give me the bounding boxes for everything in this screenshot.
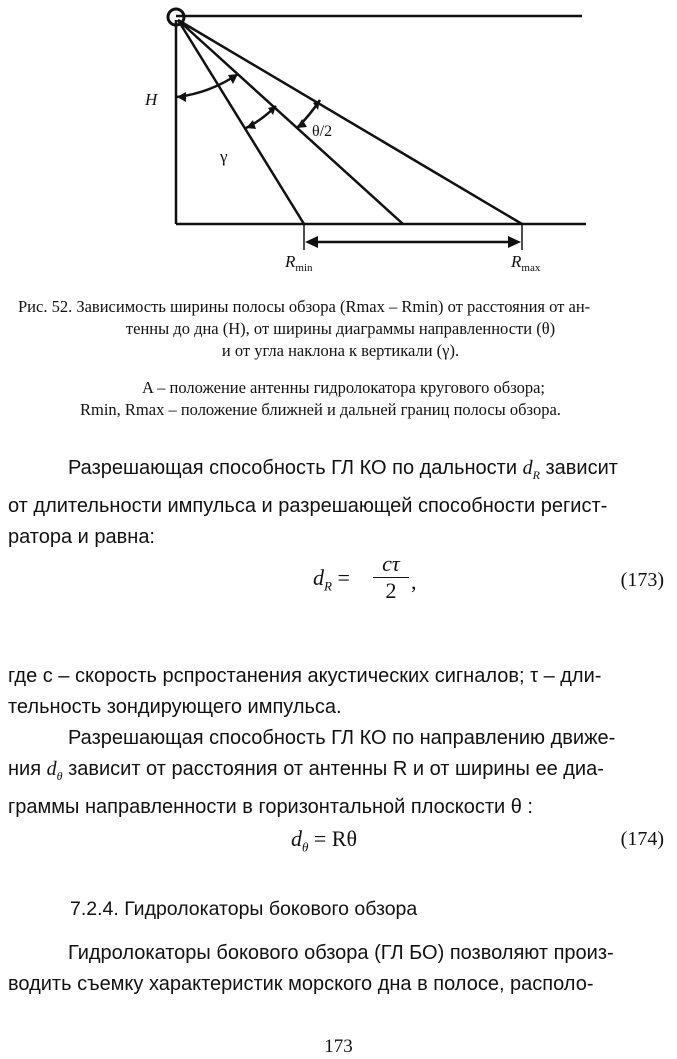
label-rmin: $R_{min}$	[285, 252, 313, 274]
p1-line-3: ратора и равна:	[8, 526, 155, 548]
theta-arrow-1a	[246, 120, 256, 129]
p2-line-3: Разрешающая способность ГЛ КО по направлению движе-	[68, 727, 616, 749]
p2-line-5: граммы направленности в горизонтальной плоскости θ :	[8, 796, 533, 818]
label-gamma: γ	[220, 147, 228, 166]
formula-173-fraction: cτ 2	[373, 551, 409, 604]
formula-174	[8, 816, 668, 866]
figure-caption	[18, 296, 663, 362]
formula-173	[8, 551, 668, 605]
p2-line-2: тельность зондирующего импульса.	[8, 696, 342, 718]
caption-line-3: и от угла наклона к вертикали (γ).	[221, 341, 460, 360]
ray-center	[178, 20, 403, 224]
page-number: 173	[324, 1036, 353, 1057]
formula-173-lhs: $d_R$ =	[313, 565, 350, 594]
label-h: H	[145, 90, 158, 109]
formula-173-number: (173)	[620, 569, 664, 591]
legend-line-2: Rmin, Rmax – положение ближней и дальней границ полосы обзора.	[80, 400, 561, 419]
paragraph-range-resolution	[8, 453, 668, 553]
figure-52	[0, 0, 677, 285]
caption-line-2: тенны до дна (H), от ширины диаграммы направленности (θ)	[125, 319, 556, 338]
p1-line-1: Разрешающая способность ГЛ КО по дальности $d_R$ зависит	[68, 457, 618, 482]
formula-173-comma: ,	[411, 569, 417, 594]
ray-far	[178, 20, 522, 224]
p3-line-2: водить съемку характеристик морского дна в полосе, располо-	[8, 973, 594, 995]
ray-near	[178, 20, 304, 224]
caption-line-1: Рис. 52. Зависимость ширины полосы обзора (Rmax – Rmin) от расстояния от ан-	[18, 297, 591, 316]
label-rmax: $R_{max}$	[511, 252, 541, 274]
gamma-arc	[177, 74, 238, 97]
range-arrow-right	[508, 236, 521, 248]
sonar-geometry-diagram	[0, 0, 677, 285]
section-heading: 7.2.4. Гидролокаторы бокового обзора	[70, 898, 418, 920]
paragraph-side-scan	[8, 938, 668, 1000]
figure-legend	[80, 377, 665, 421]
gamma-arrow-left	[177, 92, 186, 102]
paragraph-direction-resolution	[8, 661, 668, 823]
range-arrow-left	[305, 236, 318, 248]
p2-line-1: где c – скорость рспростанения акустических сигналов; τ – дли-	[8, 665, 602, 687]
legend-line-1: A – положение антенны гидролокатора кругового обзора;	[142, 378, 546, 397]
label-theta-half: θ/2	[312, 123, 333, 140]
p1-line-2: от длительности импульса и разрешающей способности регист-	[8, 495, 608, 517]
p3-line-1: Гидролокаторы бокового обзора (ГЛ БО) позволяют произ-	[68, 942, 614, 964]
p2-line-4: ния $d_\theta$ зависит от расстояния от антенны R и от ширины ее диа-	[8, 758, 604, 783]
formula-174-expr: $d_\theta = R\theta$	[291, 826, 358, 855]
formula-174-number: (174)	[620, 828, 664, 850]
